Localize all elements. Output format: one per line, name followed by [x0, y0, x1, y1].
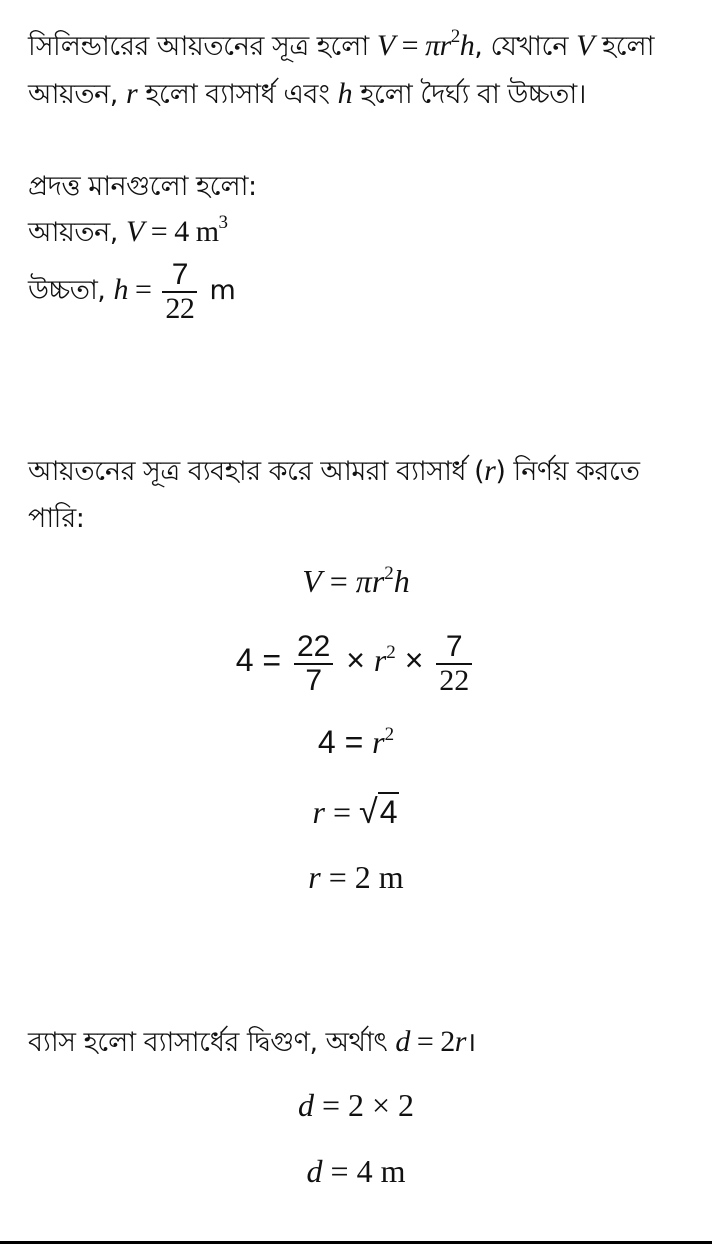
radius-var: r: [454, 1025, 466, 1058]
fraction-numerator: 22: [297, 629, 331, 663]
radius-intro-text: আয়তনের সূত্র ব্যবহার করে আমরা ব্যাসার্ধ (: [28, 456, 485, 487]
intro-text-where: , যেখানে: [474, 31, 577, 62]
formula-h: h: [459, 29, 475, 62]
fraction-denominator: 22: [436, 663, 472, 697]
equation-step-4: [0, 792, 712, 832]
diameter-intro: [28, 1018, 688, 1066]
diameter-intro-text: ব্যাস হলো ব্যাসার্ধের দ্বিগুণ, অর্থাৎ: [28, 1027, 396, 1058]
fraction-numerator: 7: [445, 629, 463, 663]
eq-equals: =: [321, 563, 356, 599]
eq-equals: =: [324, 794, 360, 830]
intro-text-volume: হলো আয়তন,: [28, 31, 654, 110]
height-fraction: [162, 259, 197, 325]
eq-d: d: [297, 1087, 314, 1123]
eq-r: r: [312, 794, 325, 830]
eq-value: = 4: [322, 1153, 381, 1189]
given-volume: [28, 208, 688, 256]
formula-exponent: 2: [450, 26, 460, 47]
eq-r: r: [308, 859, 321, 895]
var-h: h: [337, 77, 353, 110]
eq-lhs: 4 =: [317, 724, 373, 760]
eq-v: V: [302, 563, 322, 599]
equation-step-2: [0, 620, 712, 700]
eq-lhs: 4 =: [235, 642, 290, 678]
diameter-var: d: [395, 1025, 410, 1058]
volume-unit: m: [195, 215, 219, 248]
equation-step-1: [0, 561, 712, 601]
height-label: উচ্চতা,: [28, 275, 114, 306]
given-heading-text: প্রদত্ত মানগুলো হলো:: [28, 171, 257, 202]
eq-r: r: [373, 642, 387, 678]
volume-var: V: [125, 215, 144, 248]
eq-h: h: [393, 563, 410, 599]
radical-sign-icon: √: [359, 793, 378, 831]
diameter-equals: = 2: [409, 1025, 455, 1058]
eq-value: = 2: [320, 859, 379, 895]
eq-exponent: 2: [386, 642, 396, 663]
eq-exponent: 2: [384, 563, 394, 584]
formula-v: V: [376, 29, 395, 62]
formula-pi: π: [425, 29, 440, 62]
eq-unit: m: [378, 859, 404, 895]
height-unit: m: [201, 275, 236, 306]
square-root: [359, 792, 399, 832]
intro-text-radius: হলো ব্যাসার্ধ এবং: [137, 79, 338, 110]
volume-unit-exponent: 3: [218, 212, 228, 233]
formula-equals: =: [394, 29, 426, 62]
eq-d: d: [306, 1153, 323, 1189]
volume-label: আয়তন,: [28, 217, 126, 248]
height-var: h: [113, 273, 128, 306]
eq-r: r: [371, 563, 385, 599]
eq-r: r: [372, 724, 385, 760]
intro-text-height: হলো দৈর্ঘ্য বা উচ্চতা।: [352, 79, 586, 110]
times-sign: ×: [395, 642, 433, 678]
height-equals: =: [127, 273, 159, 306]
sentence-end: ।: [465, 1027, 476, 1058]
eq-value: = 2 × 2: [313, 1087, 415, 1123]
radius-var: r: [484, 454, 496, 487]
radius-intro: [28, 447, 688, 542]
radicand: 4: [379, 794, 398, 830]
given-height: [28, 250, 688, 331]
var-r: r: [125, 77, 138, 110]
radius-intro-text-end: ) নির্ণয় করতে পারি:: [28, 456, 640, 534]
eq-unit: m: [380, 1153, 406, 1189]
eq-exponent: 2: [384, 724, 395, 745]
diameter-step-2: [0, 1151, 712, 1191]
var-v: V: [576, 29, 594, 62]
given-heading: [28, 163, 688, 210]
fraction-denominator: 7: [294, 663, 333, 697]
fraction-22-over-7: [294, 631, 333, 697]
height-numerator: 7: [171, 257, 188, 291]
equation-step-5: [0, 857, 712, 897]
equation-step-3: [0, 722, 712, 762]
times-sign: ×: [337, 642, 374, 678]
height-denominator: 22: [162, 291, 197, 325]
formula-r: r: [439, 29, 451, 62]
fraction-7-over-22: [436, 631, 472, 697]
eq-pi: π: [355, 563, 372, 599]
diameter-step-1: [0, 1085, 712, 1125]
intro-text: সিলিন্ডারের আয়তনের সূত্র হলো: [28, 31, 377, 62]
intro-paragraph: [28, 22, 688, 118]
volume-value: = 4: [143, 215, 196, 248]
